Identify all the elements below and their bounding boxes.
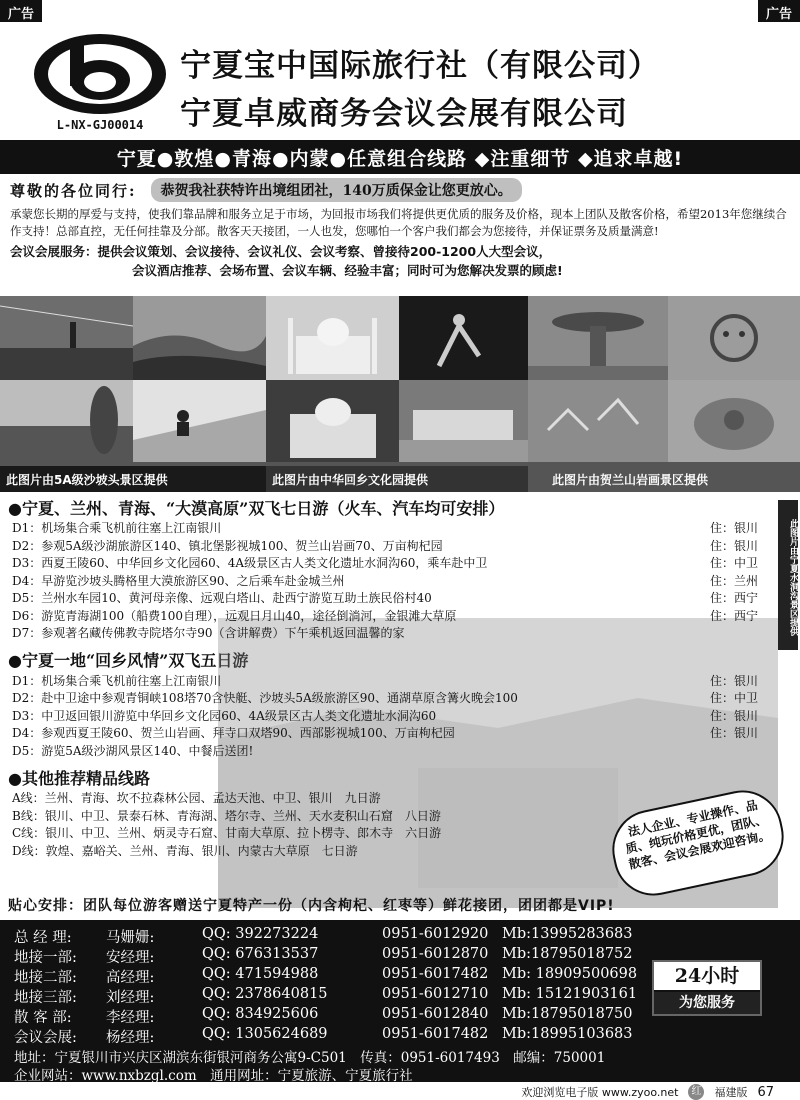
contact-row bbox=[14, 1026, 702, 1044]
page-footer bbox=[0, 1084, 800, 1100]
contact-title: 地接二部: bbox=[14, 970, 77, 986]
contact-tel: 0951-6017482 bbox=[382, 1026, 489, 1042]
dancers-photo bbox=[399, 296, 528, 380]
contacts-panel bbox=[0, 920, 800, 1082]
footer-edition: 福建版 bbox=[714, 1086, 748, 1099]
route-day-stay: 住：银川 bbox=[709, 726, 758, 740]
route-day-text: D3：西夏王陵60、中华回乡文化园60、4A级景区古人类文化遗址水洞沟60，乘车赴中卫 bbox=[12, 556, 488, 570]
mushroom-rock-photo bbox=[528, 296, 668, 380]
route-day-stay: 住：兰州 bbox=[709, 573, 758, 588]
route-line: C线：银川、中卫、兰州、炳灵寺石窟、甘南大草原、拉卜楞寺、郎木寺 六日游 bbox=[12, 826, 442, 840]
route-day bbox=[0, 690, 778, 708]
route-line: D线：敦煌、嘉峪关、兰州、青海、银川、内蒙古大草原 七日游 bbox=[12, 843, 358, 858]
route-day-stay: 住：西宁 bbox=[709, 608, 758, 623]
contact-name: 马姗姗: bbox=[106, 930, 155, 946]
palace-photo bbox=[399, 380, 528, 462]
contact-name: 刘经理: bbox=[106, 990, 155, 1006]
route-day-text: D2：赴中卫途中参观青铜峡108塔70含快艇、沙坡头5A级旅游区90、通湖草原含篝火晚会100 bbox=[12, 691, 518, 705]
website: 企业网站：www.nxbzgl.com 通用网址：宁夏旅游、宁夏旅行社 bbox=[14, 1068, 413, 1084]
contact-mobile: Mb:18995103683 bbox=[502, 1026, 633, 1042]
contact-mobile: Mb: 15121903161 bbox=[502, 986, 638, 1002]
slogan: 恭贺我社获特许出境组团社，140万质保金让您更放心。 bbox=[151, 178, 522, 202]
route-day-stay: 住：中卫 bbox=[709, 556, 758, 570]
route-day bbox=[0, 555, 778, 573]
lake-rock-photo bbox=[0, 380, 133, 462]
route-day bbox=[0, 538, 778, 556]
contact-qq: QQ: 834925606 bbox=[202, 1006, 319, 1022]
contact-row bbox=[14, 1006, 702, 1024]
address: 地址：宁夏银川市兴庆区湖滨东街银河商务公寓9-C501 传真：0951-6017493 邮编：750001 bbox=[14, 1050, 606, 1066]
route-day bbox=[0, 573, 778, 591]
contact-tel: 0951-6012710 bbox=[382, 986, 489, 1002]
greeting-row bbox=[10, 178, 790, 202]
petroglyph-photo bbox=[528, 380, 668, 462]
route-title-seven-day: ●宁夏、兰州、青海、“大漠高原”双飞七日游（火车、汽车均可安排） bbox=[8, 498, 505, 518]
route-day-text: D2：参观5A级沙湖旅游区140、镇北堡影视城100、贺兰山岩画70、万亩枸杞园 bbox=[12, 538, 443, 553]
enquiry-bubble: 法人企业、专业操作、品质、纯玩价格更优，团队、散客、会议会展欢迎咨询。 bbox=[605, 783, 791, 903]
contact-title: 地接三部: bbox=[14, 990, 77, 1006]
route-day bbox=[0, 743, 778, 761]
contact-row bbox=[14, 966, 702, 984]
route-day-stay: 住：银川 bbox=[709, 673, 758, 688]
contact-title: 地接一部: bbox=[14, 950, 77, 966]
header bbox=[0, 22, 800, 140]
contact-mobile: Mb:18795018752 bbox=[502, 946, 633, 962]
contact-title: 散 客 部: bbox=[14, 1010, 72, 1026]
hong-logo-icon: 红 bbox=[688, 1084, 704, 1100]
route-day-text: D1：机场集合乘飞机前往塞上江南银川 bbox=[12, 673, 222, 688]
greeting: 尊敬的各位同行: bbox=[10, 181, 137, 200]
care-arrangement: 贴心安排：团队每位游客赠送宁夏特产一份（内含枸杞、红枣等）鲜花接团，团团都是VIP! bbox=[8, 898, 615, 914]
service-24h-label: 24小时 bbox=[654, 962, 760, 992]
service-label: 为您服务 bbox=[654, 992, 760, 1014]
intro-body: 承蒙您长期的厚爱与支持，使我们靠品牌和服务立足于市场，为回报市场我们将提供更优质的服务及价格，现本上团队及散客价格，希望2013年您继续合作支持！总部直控，无任何挂靠及分部。散客天天接团，一人也发，您哪怕一个客户我们都会为您接待，并保证票务及质量满意! bbox=[10, 207, 787, 238]
route-day-stay: 住：银川 bbox=[709, 538, 758, 553]
route-day bbox=[0, 625, 778, 643]
caption-huixiang: 此图片由中华回乡文化园提供 bbox=[266, 466, 528, 492]
rock-carving-photo-1 bbox=[668, 296, 800, 380]
route-line: B线：银川、中卫、景泰石林、青海湖、塔尔寺、兰州、天水麦积山石窟 八日游 bbox=[12, 808, 441, 823]
contact-row bbox=[14, 986, 702, 1004]
route-title-other: ●其他推荐精品线路 bbox=[8, 768, 150, 788]
contact-mobile: Mb:13995283683 bbox=[502, 926, 633, 942]
rock-carving-photo-2 bbox=[668, 380, 800, 462]
route-day-text: D4：早游览沙坡头腾格里大漠旅游区90、之后乘车赴金城兰州 bbox=[12, 573, 345, 588]
contact-row bbox=[14, 926, 702, 944]
route-banner: 宁夏●敦煌●青海●内蒙●任意组合线路 ◆注重细节 ◆追求卓越! bbox=[0, 140, 800, 174]
route-days-seven-day bbox=[0, 520, 778, 643]
caption-helanshan: 此图片由贺兰山岩画景区提供 bbox=[528, 466, 800, 492]
contact-name: 杨经理: bbox=[106, 1030, 155, 1046]
route-day-text: D5：游览5A级沙湖风景区140、中餐后送团! bbox=[12, 743, 254, 758]
contact-mobile: Mb: 18909500698 bbox=[502, 966, 638, 982]
company-name-2: 宁夏卓威商务会议会展有限公司 bbox=[180, 96, 628, 132]
shuidonggou-credit: 此图片由宁夏水洞沟景区提供 bbox=[778, 500, 798, 650]
route-day bbox=[0, 520, 778, 538]
license-number: L-NX-GJ00014 bbox=[56, 118, 144, 132]
contact-title: 会议会展: bbox=[14, 1030, 77, 1046]
route-day bbox=[0, 590, 778, 608]
route-day bbox=[0, 708, 778, 726]
contact-name: 高经理: bbox=[106, 970, 155, 986]
route-day-text: D3：中卫返回银川游览中华回乡文化园60、4A级景区古人类文化遗址水洞沟60 bbox=[12, 708, 437, 723]
ad-tag-left: 广告 bbox=[0, 0, 42, 22]
contact-qq: QQ: 676313537 bbox=[202, 946, 319, 962]
route-day-stay: 住：银川 bbox=[709, 521, 758, 535]
contact-mobile: Mb:18795018750 bbox=[502, 1006, 633, 1022]
sand-slide-photo bbox=[133, 380, 266, 462]
route-day bbox=[0, 725, 778, 743]
route-day-text: D6：游览青海湖100（船费100自理），远观日月山40，途径倒淌河，金银滩大草原 bbox=[12, 608, 457, 623]
meeting-line-1: 会议会展服务：提供会议策划、会议接待、会议礼仪、会议考察、曾接待200-1200人大型会议， bbox=[10, 244, 552, 259]
contact-qq: QQ: 2378640815 bbox=[202, 986, 328, 1002]
route-day-text: D1：机场集合乘飞机前往塞上江南银川 bbox=[12, 521, 222, 535]
contact-qq: QQ: 1305624689 bbox=[202, 1026, 328, 1042]
meeting-services bbox=[10, 242, 790, 280]
desert-cable-photo bbox=[0, 296, 133, 380]
caption-shapotou: 此图片由5A级沙坡头景区提供 bbox=[0, 466, 266, 492]
route-day-text: D7：参观著名藏传佛教寺院塔尔寺90（含讲解费）下午乘机返回温馨的家 bbox=[12, 626, 405, 640]
agency-logo-icon bbox=[30, 30, 170, 118]
contact-tel: 0951-6017482 bbox=[382, 966, 489, 982]
contact-name: 安经理: bbox=[106, 950, 155, 966]
culture-park-photo bbox=[266, 380, 399, 462]
contact-qq: QQ: 471594988 bbox=[202, 966, 319, 982]
contact-title: 总 经 理: bbox=[14, 930, 72, 946]
service-24h-badge bbox=[652, 960, 762, 1016]
contact-tel: 0951-6012840 bbox=[382, 1006, 489, 1022]
page-number: 67 bbox=[757, 1084, 774, 1100]
route-day-stay: 住：银川 bbox=[709, 708, 758, 723]
ad-tag-right: 广告 bbox=[758, 0, 800, 22]
contact-name: 李经理: bbox=[106, 1010, 155, 1026]
route-day-stay: 住：西宁 bbox=[709, 591, 758, 605]
mosque-photo bbox=[266, 296, 399, 380]
footer-text: 欢迎浏览电子版 www.zyoo.net bbox=[521, 1086, 679, 1099]
route-day-text: D5：兰州水车园10、黄河母亲像、远观白塔山、赴西宁游览互助土族民俗村40 bbox=[12, 591, 432, 605]
route-days-five-day bbox=[0, 673, 778, 761]
meeting-line-2: 会议酒店推荐、会场布置、会议车辆、经验丰富；同时可为您解决发票的顾虑! bbox=[132, 263, 563, 278]
route-day-stay: 住：中卫 bbox=[709, 691, 758, 705]
route-title-five-day: ●宁夏一地“回乡风情”双飞五日游 bbox=[8, 651, 249, 670]
contact-row bbox=[14, 946, 702, 964]
intro-section bbox=[10, 178, 790, 280]
contact-tel: 0951-6012920 bbox=[382, 926, 489, 942]
route-day-text: D4：参观西夏王陵60、贺兰山岩画、拜寺口双塔90、西部影视城100、万亩枸杞园 bbox=[12, 726, 455, 740]
photo-collage bbox=[0, 296, 800, 492]
route-day bbox=[0, 673, 778, 691]
sand-dunes-photo bbox=[133, 296, 266, 380]
route-line: A线：兰州、青海、坎不拉森林公园、孟达天池、中卫、银川 九日游 bbox=[12, 791, 381, 805]
contact-tel: 0951-6012870 bbox=[382, 946, 489, 962]
route-day bbox=[0, 608, 778, 626]
contact-qq: QQ: 392273224 bbox=[202, 926, 319, 942]
company-name-1: 宁夏宝中国际旅行社（有限公司） bbox=[180, 48, 660, 84]
